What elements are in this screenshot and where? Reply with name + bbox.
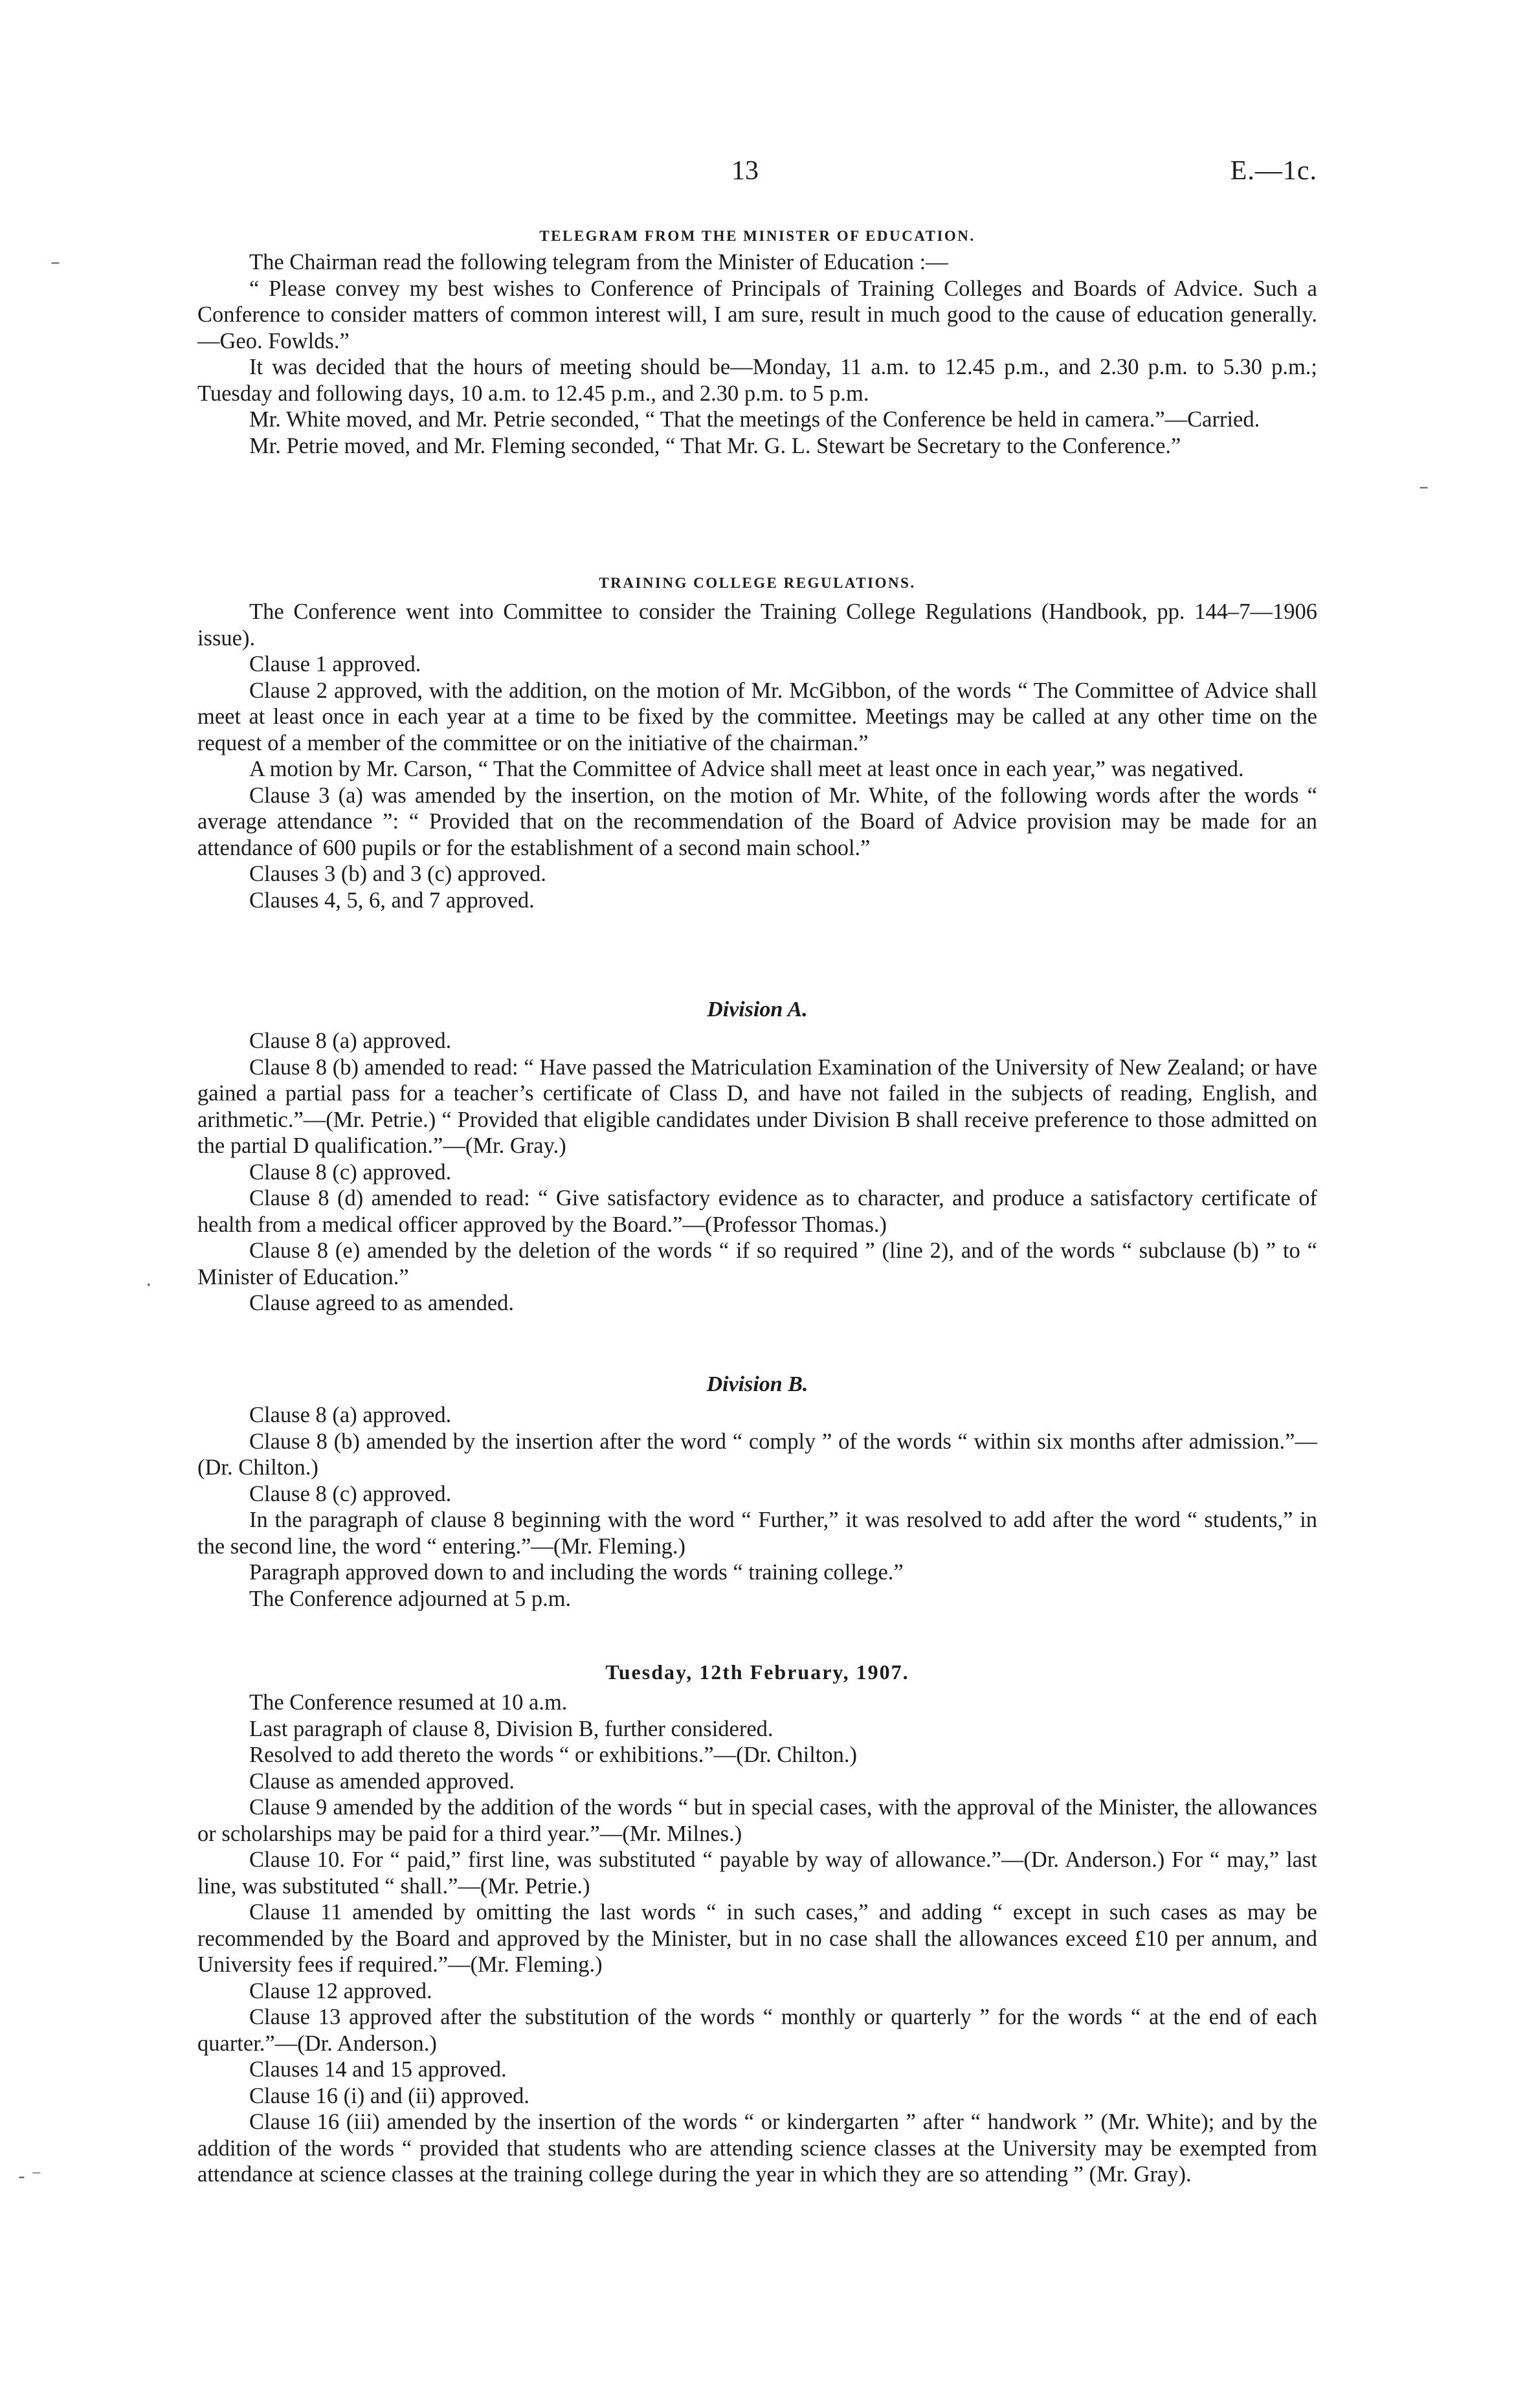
paragraph: The Chairman read the following telegram from the Minister of Education :— — [249, 250, 948, 274]
paragraph: Clauses 4, 5, 6, and 7 approved. — [249, 887, 535, 913]
page-header — [197, 155, 1317, 194]
paragraph: Clause 2 approved, with the addition, on the motion of Mr. McGibbon, of the words “ The Committee of Advice shall meet at least once in each year at a time to be fixed by the committee. Meetings may be called at any other time on the request of a member of the committee or on the initiative of the chairman.” — [197, 678, 1317, 755]
paragraph: Mr. Petrie moved, and Mr. Fleming seconded, “ That Mr. G. L. Stewart be Secretary to the Conference.” — [249, 433, 1181, 458]
paragraph: Resolved to add thereto the words “ or exhibitions.”—(Dr. Chilton.) — [249, 1743, 857, 1767]
paragraph: Clause 12 approved. — [249, 1978, 432, 2003]
paragraph: Paragraph approved down to and including the words “ training college.” — [249, 1560, 904, 1585]
paragraph: Clause 13 approved after the substitution of the words “ monthly or quarterly ” for the words “ at the end of each quarter.”—(Dr. Anderson.) — [197, 2005, 1317, 2056]
paragraph: In the paragraph of clause 8 beginning with the word “ Further,” it was resolved to add after the word “ students,” in the second line, the word “ entering.”—(Mr. Fleming.) — [197, 1508, 1317, 1559]
paragraph: A motion by Mr. Carson, “ That the Committee of Advice shall meet at least once in each year,” was negatived. — [249, 757, 1244, 781]
paragraph: The Conference adjourned at 5 p.m. — [249, 1586, 572, 1611]
margin-mark: – — [50, 251, 60, 274]
paragraph: Clauses 14 and 15 approved. — [249, 2057, 507, 2082]
section-heading-telegram: TELEGRAM FROM THE MINISTER OF EDUCATION. — [539, 228, 975, 244]
margin-mark: · — [146, 1274, 152, 1297]
paragraph: Clause 8 (b) amended to read: “ Have passed the Matriculation Examination of the University of New Zealand; or have gained a partial pass for a teacher’s certificate of Class D, and have not failed in the subjects of reading, English, and arithmetic.”—(Mr. Petrie.) “ Provided that eligible candidates under Division B shall receive preference to those admitted on the partial D qualification.”—(Mr. Gray.) — [197, 1054, 1317, 1158]
paragraph: Clause 16 (i) and (ii) approved. — [249, 2083, 530, 2108]
paragraph: Clause agreed to as amended. — [249, 1291, 515, 1315]
section-regulations — [197, 599, 1317, 913]
paragraph: Clause 10. For “ paid,” first line, was substituted “ payable by way of allowance.”—(Dr. Anderson.) For “ may,” last line, was substituted “ shall.”—(Mr. Petrie.) — [197, 1847, 1317, 1899]
date-heading: Tuesday, 12th February, 1907. — [605, 1660, 909, 1684]
page-number: 13 — [731, 156, 759, 186]
paragraph: Clauses 3 (b) and 3 (c) approved. — [249, 862, 546, 886]
paragraph: Clause 8 (c) approved. — [249, 1159, 452, 1185]
paragraph: Last paragraph of clause 8, Division B, further considered. — [249, 1716, 774, 1741]
margin-mark: – — [1419, 476, 1429, 498]
paragraph: It was decided that the hours of meeting should be—Monday, 11 a.m. to 12.45 p.m., and 2.30 p.m. to 5.30 p.m.; Tuesday and following days, 10 a.m. to 12.45 p.m., and 2.30 p.m. to 5 p.m. — [197, 355, 1317, 406]
paragraph: The Conference went into Committee to consider the Training College Regulations (Handbook, pp. 144–7—1906 issue). — [197, 599, 1317, 651]
section-heading-regulations: TRAINING COLLEGE REGULATIONS. — [599, 575, 916, 591]
division-a-heading: Division A. — [707, 998, 808, 1021]
section-division-b — [197, 1402, 1317, 1612]
paragraph: Clause 8 (c) approved. — [249, 1481, 452, 1506]
paragraph: Clause 16 (iii) amended by the insertion of the words “ or kindergarten ” after “ handwork ” (Mr. White); and by the addition of the words “ provided that students who are attending science classes at the University may be exempted from attendance at science classes at the training college during the year in which they are so attending ” (Mr. Gray). — [197, 2110, 1317, 2187]
paragraph: “ Please convey my best wishes to Conference of Principals of Training Colleges and Boards of Advice. Such a Conference to consider matters of common interest will, I am sure, result in much good to the cause of education generally.—Geo. Fowlds.” — [197, 276, 1317, 353]
section-division-a — [197, 1028, 1317, 1317]
paragraph: Clause 11 amended by omitting the last words “ in such cases,” and adding “ except in such cases as may be recommended by the Board and approved by the Minister, but in no case shall the allowances exceed £10 per annum, and University fees if required.”—(Mr. Fleming.) — [197, 1900, 1317, 1977]
section-tuesday — [197, 1689, 1317, 2188]
paragraph: The Conference resumed at 10 a.m. — [249, 1690, 568, 1715]
margin-mark: - ⁻ — [18, 2165, 42, 2188]
paragraph: Clause 8 (b) amended by the insertion after the word “ comply ” of the words “ within six months after admission.”—(Dr. Chilton.) — [197, 1429, 1317, 1480]
paragraph: Clause 8 (e) amended by the deletion of the words “ if so required ” (line 2), and of the words “ subclause (b) ” to “ Minister of Education.” — [197, 1238, 1317, 1289]
paragraph: Clause 8 (a) approved. — [249, 1403, 452, 1427]
paragraph: Clause as amended approved. — [249, 1768, 515, 1794]
series-reference: E.—1c. — [1230, 156, 1317, 186]
paragraph: Clause 3 (a) was amended by the insertion, on the motion of Mr. White, of the following words after the words “ average attendance ”: “ Provided that on the recommendation of the Board of Advice provision may be made for an attendance of 600 pupils or for the establishment of a second main school.” — [197, 783, 1317, 860]
paragraph: Mr. White moved, and Mr. Petrie seconded, “ That the meetings of the Conference be held in camera.”—Carried. — [249, 407, 1260, 432]
paragraph: Clause 9 amended by the addition of the words “ but in special cases, with the approval of the Minister, the allowances or scholarships may be paid for a third year.”—(Mr. Milnes.) — [197, 1795, 1317, 1846]
section-telegram — [197, 249, 1317, 459]
paragraph: Clause 8 (d) amended to read: “ Give satisfactory evidence as to character, and produce a satisfactory certificate of health from a medical officer approved by the Board.”—(Professor Thomas.) — [197, 1186, 1317, 1237]
division-b-heading: Division B. — [706, 1372, 808, 1396]
paragraph: Clause 8 (a) approved. — [249, 1029, 452, 1053]
paragraph: Clause 1 approved. — [249, 652, 421, 676]
